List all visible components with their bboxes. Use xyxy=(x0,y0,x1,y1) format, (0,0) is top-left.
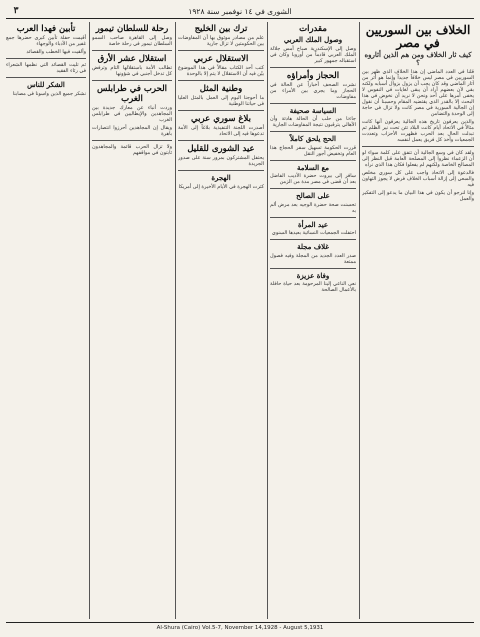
article-headline: بلاغ سوري عربي xyxy=(191,114,251,124)
page-header xyxy=(6,4,474,19)
article-divider xyxy=(178,80,264,81)
article-divider xyxy=(6,58,86,59)
article-divider xyxy=(178,140,264,141)
column-rule xyxy=(175,22,176,619)
article-text: كتب أحد الكتاب مقالاً في هذا الموضوع بيّن فيه أن الاستقلال لا يتم إلا بالوحدة xyxy=(178,65,264,77)
article-divider xyxy=(270,217,356,218)
page-number: ٣ xyxy=(13,6,19,16)
article-headline: ترك بين الخليج xyxy=(194,24,248,34)
article-divider xyxy=(270,131,356,132)
article-headline: الخلاف بين السوريين في مصر xyxy=(365,23,471,50)
page-footer: Al-Shura (Cairo) Vol.5-7, November 14,1928 - August 5,1931 xyxy=(6,622,474,633)
article-divider xyxy=(270,67,356,68)
column-5 xyxy=(6,22,86,619)
article-headline: الهجرة xyxy=(211,173,231,182)
article-text: ويقال إن المجاهدين أحرزوا انتصارات باهرة xyxy=(92,125,172,137)
article-text: سافر إلى بيروت حضرة الأديب الفاضل بعد أن قضى في مصر مدة من الزمن xyxy=(270,173,356,185)
article-divider xyxy=(92,80,172,81)
article-text: وصل إلى القاهرة صاحب السمو السلطان تيمور في رحلة خاصة xyxy=(92,35,172,47)
article-text: تحسنت صحة حضرة الوجيه بعد مرض ألم به xyxy=(270,201,356,214)
article-text: والذين يعرفون تاريخ هذه الجالية يعرفون أنها كانت مثالاً في الاتحاد أيام كانت البلاد تئن تحت نير الظلم ثم تبدلت الحال بعد الحرب فظهرت الأحزاب وتعددت الجمعيات وأخذ كل فريق يعمل لنفسه xyxy=(362,119,474,143)
column-1 xyxy=(362,22,474,619)
article-headline: السياسة صحيفة xyxy=(289,105,337,115)
article-divider xyxy=(178,50,264,51)
article-text: ولقد كان في وسع الجالية أن تتفق على كلمة سواء لو أن الزعماء نظروا إلى المصلحة العامة قبل النظر إلى المصالح الخاصة ولكنهم لم يفعلوا فكان هذا الذي نراه xyxy=(362,150,474,168)
column-rule xyxy=(89,22,90,619)
article-headline: غلاف مجلة xyxy=(297,242,329,251)
article-text: وصل إلى الإسكندرية صباح أمس جلالة الملك العربي قادماً من أوروبا وكان في استقباله جمهور كبير xyxy=(270,45,356,64)
article-text: جاءنا من حلب أن الحالة هادئة وأن الأهالي يترقبون نتيجة المفاوضات الجارية xyxy=(270,116,356,128)
article-text: وردت أنباء عن معارك جديدة بين المجاهدين والإيطاليين في طرابلس الغرب xyxy=(92,105,172,123)
column-4 xyxy=(92,22,172,619)
article-headline: الشكر للناس xyxy=(27,80,65,89)
article-headline: تأبين فهدا العرب xyxy=(16,24,76,34)
article-headline: الحج يلحق كاملاً xyxy=(289,134,336,143)
article-headline: عيد الشورى للقليل xyxy=(187,144,255,154)
article-divider xyxy=(270,268,356,269)
article-headline: الاستقلال عربي xyxy=(193,54,249,64)
article-divider xyxy=(270,160,356,161)
article-headline: استقلال عشر الأرق xyxy=(97,54,167,64)
article-divider xyxy=(6,77,86,78)
article-divider xyxy=(270,239,356,240)
article-headline: الحجاز وأمراؤه xyxy=(286,70,340,81)
column-3 xyxy=(178,22,264,619)
article-text: وإنا لنرجو أن يكون في هذا البيان ما يدعو إلى التفكير والعمل xyxy=(362,190,474,202)
article-headline: على الصالح xyxy=(296,191,330,200)
article-text: تطالب الأمة باستقلالها التام وترفض كل تدخل أجنبي في شؤونها xyxy=(92,65,172,77)
article-divider xyxy=(178,110,264,111)
article-text: يحتفل المشتركون بمرور سنة على صدور الجريدة xyxy=(178,155,264,167)
article-headline: وطنية المثل xyxy=(199,84,243,94)
article-subheadline: كيف ثار الخلاف ومن هم الذين أثاروه ؟ xyxy=(364,50,472,67)
article-divider xyxy=(362,146,474,147)
article-text: وألقيت فيها الخطب والقصائد xyxy=(26,49,86,55)
article-headline: الحرب في طرابلس الغرب xyxy=(96,84,168,104)
article-text: أصدرت اللجنة التنفيذية بلاغاً إلى الأمة تدعوها فيه إلى الاتحاد xyxy=(178,125,264,137)
article-headline: عيد المرأة xyxy=(298,219,328,229)
article-headline: رحلة للسلطان تيمور xyxy=(95,24,169,34)
article-headline: وفاة عزيزة xyxy=(296,270,330,280)
article-text: فالدعوة إلى الاتحاد واجب على كل سوري مخلص والسعي إلى إزالة أسباب الخلاف فرض لا يجوز التهاون فيه xyxy=(362,170,474,188)
article-headline: مع السلامة xyxy=(297,162,329,172)
article-divider xyxy=(178,170,264,171)
article-text: ما أحوجنا اليوم إلى العمل بالمثل العليا في حياتنا الوطنية xyxy=(178,95,264,107)
article-text: قررت الحكومة تسهيل سفر الحجاج هذا العام وتخفيض أجور النقل xyxy=(270,144,356,157)
article-text: قلنا في العدد الماضي إن هذا الخلاف الذي ظهر بين السوريين في مصر ليس خلافاً جديداً وإنما هو أثر من آثار الماضي وقد كان يجب أن يزول بزوال أسبابه ولكنه بقي لأن بعضهم أراد أن يبقى لغايات في النفوس لا يخفى أمرها على أحد ونحن لا نريد أن نخوض في هذا البحث إلا بالقدر الذي يقتضيه المقام وحسبنا أن نقول إن الجالية السورية في مصر كانت ولا تزال في حاجة إلى الوحدة والتضامن xyxy=(362,69,474,117)
article-headline: وصول الملك العربي xyxy=(283,35,343,44)
article-text: نشكر جميع الذين واسونا في مصابنا xyxy=(12,90,86,97)
column-rule xyxy=(359,22,360,619)
header-masthead: الشورى في ١٤ نوفمبر سنة ١٩٢٨ xyxy=(188,6,292,16)
article-divider xyxy=(270,103,356,104)
article-divider xyxy=(92,50,172,51)
article-text: نشرت الصحف أخباراً عن الحالة في الحجاز وما يجري بين الأمراء من مفاوضات xyxy=(270,81,356,100)
article-text: علم من مصادر موثوق بها أن المفاوضات بين الحكومتين لا تزال جارية xyxy=(178,35,264,47)
article-text: نعى الناعي إلينا المرحومة بعد حياة حافلة بالأعمال الصالحة xyxy=(270,281,356,293)
article-text: ولا تزال الحرب قائمة والمجاهدون ثابتون في مواقفهم xyxy=(92,144,172,156)
article-text: احتفلت الجمعيات النسائية بعيدها السنوي xyxy=(271,230,356,236)
article-divider xyxy=(270,188,356,189)
article-text: كثرت الهجرة في الأيام الأخيرة إلى أمريكا xyxy=(178,183,264,190)
article-divider xyxy=(92,140,172,141)
column-2 xyxy=(270,22,356,619)
column-rule xyxy=(267,22,268,619)
article-text: أقيمت حفلة تأبين كبرى حضرها جمع غفير من الأدباء والوجهاء xyxy=(6,35,86,47)
article-text: صدر العدد الجديد من المجلة وفيه فصول ممتعة xyxy=(270,252,356,265)
article-headline: مقدرات xyxy=(299,24,327,34)
article-text: ثم تليت القصائد التي نظمها الشعراء في رثاء الفقيد xyxy=(6,62,86,74)
